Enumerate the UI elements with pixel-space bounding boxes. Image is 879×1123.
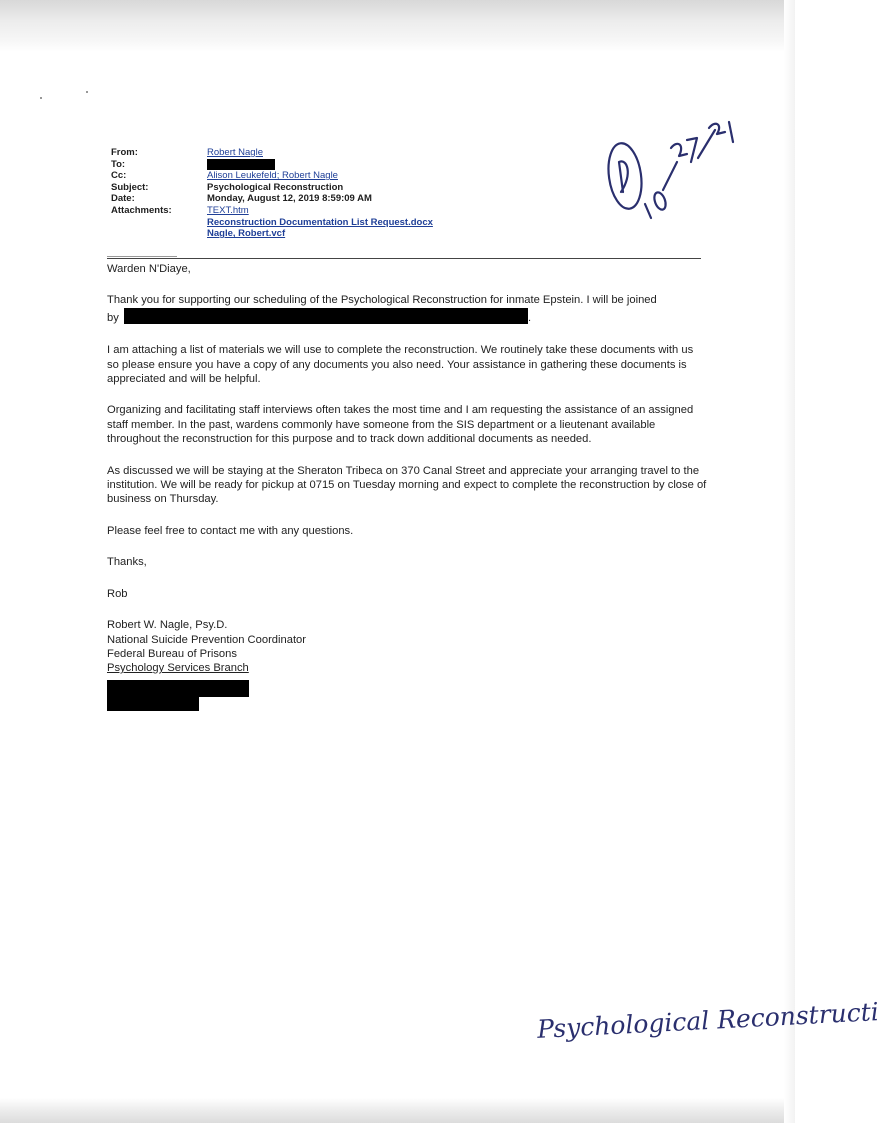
closing: Thanks, [107, 556, 147, 569]
scan-shadow-top [0, 0, 795, 52]
redaction-block [207, 159, 275, 170]
signature-line: Robert W. Nagle, Psy.D. [107, 619, 228, 632]
attachment-link[interactable]: Reconstruction Documentation List Request.docx [207, 216, 433, 228]
header-label: Subject: [111, 181, 149, 193]
email-body [107, 262, 707, 716]
subject-value: Psychological Reconstruction [207, 181, 344, 193]
scan-speck [40, 97, 42, 99]
redaction-block [124, 308, 528, 324]
scan-speck [86, 91, 88, 93]
signoff: Rob [107, 587, 128, 600]
signature-line: Federal Bureau of Prisons [107, 647, 237, 660]
signature-line: National Suicide Prevention Coordinator [107, 633, 307, 646]
from-value[interactable]: Robert Nagle [207, 147, 263, 158]
paragraph-2: I am attaching a list of materials we will use to complete the reconstruction. We routinely take these documents with us so please ensure you have a copy of any documents you also need. Your assistance in gathering these documents is appreciated and will be helpful. [107, 344, 694, 386]
date-value: Monday, August 12, 2019 8:59:09 AM [207, 193, 372, 205]
handwritten-footer-note: Psychological Reconstructi [536, 997, 879, 1044]
signature-line: Psychology Services Branch [107, 662, 249, 675]
header-label: From: [111, 147, 138, 158]
header-label: Attachments: [111, 204, 172, 216]
paragraph-1-end: . [527, 311, 532, 324]
salutation: Warden N'Diaye, [107, 263, 191, 275]
header-label: To: [111, 158, 126, 170]
header-divider [107, 258, 701, 259]
header-rule-faint [107, 256, 177, 257]
scan-shadow-bottom [0, 1098, 795, 1123]
redaction-block [107, 680, 249, 697]
paragraph-4: As discussed we will be staying at the Sheraton Tribeca on 370 Canal Street and appreciate your arranging travel to the institution. We will be ready for pickup at 0715 on Tuesday morning and expect to complete the reconstruction by close of business on Thursday. [107, 464, 707, 506]
signature-block [107, 618, 707, 715]
scan-edge-right [784, 0, 795, 1123]
paragraph-1-lead: Thank you for supporting our scheduling of the Psychological Reconstruction for inmate Epstein. I will be joined [107, 294, 657, 307]
attachment-link[interactable]: Nagle, Robert.vcf [207, 228, 286, 240]
header-label: Cc: [111, 170, 127, 182]
paragraph-1-by: by [107, 311, 119, 324]
cc-value[interactable]: Alison Leukefeld; Robert Nagle [207, 170, 338, 182]
attachment-link[interactable]: TEXT.htm [207, 204, 249, 216]
header-label: Date: [111, 193, 135, 205]
paragraph-5: Please feel free to contact me with any questions. [107, 524, 354, 537]
redaction-block [107, 697, 199, 711]
paragraph-1 [107, 293, 707, 325]
handwritten-date-stamp [605, 118, 745, 230]
paragraph-3: Organizing and facilitating staff interviews often takes the most time and I am requesting the assistance of an assigned staff member. In the past, wardens commonly have someone from the SIS department or a lieutenant available throughout the reconstruction for this purpose and to track down additional documents as needed. [107, 404, 694, 446]
